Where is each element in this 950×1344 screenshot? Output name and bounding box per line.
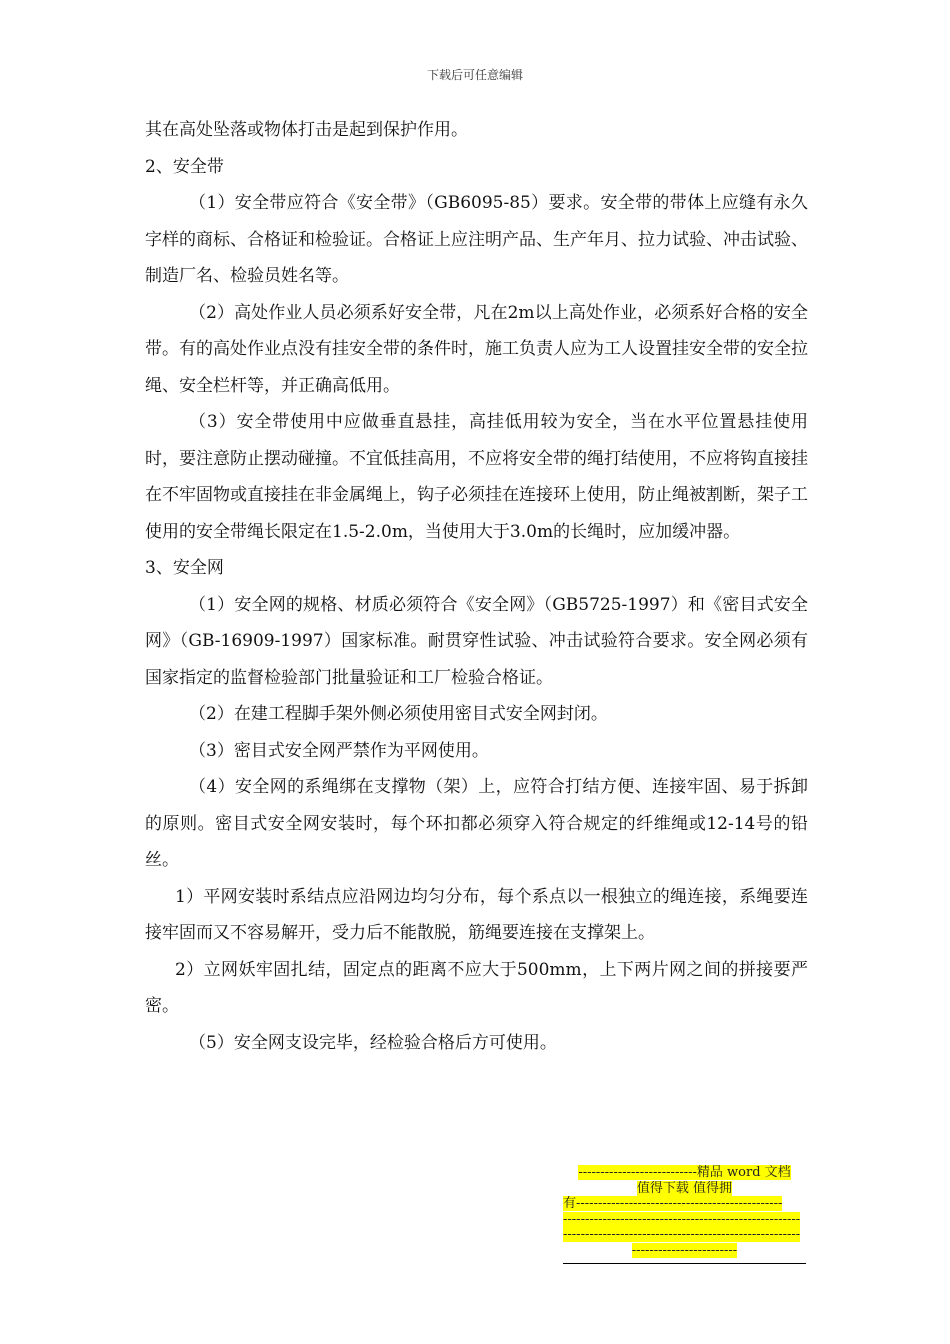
paragraph: （3）安全带使用中应做垂直悬挂，高挂低用较为安全，当在水平位置悬挂使用时，要注意防止摆动碰撞。不宜低挂高用，不应将安全带的绳打结使用，不应将钩直接挂在不牢固物或直接挂在非金属绳上，钩子必须挂在连接环上使用，防止绳被割断，架子工使用的安全带绳长限定在1.5-2.0m，当使用大于3.0m的长绳时，应加缓冲器。 xyxy=(145,412,808,542)
footer-line-text: ------------------------ xyxy=(631,1242,738,1258)
paragraph: （2）高处作业人员必须系好安全带，凡在2m以上高处作业，必须系好合格的安全带。有的高处作业点没有挂安全带的条件时，施工负责人应为工人设置挂安全带的安全拉绳、安全栏杆等，并正确高低用。 xyxy=(145,302,808,396)
paragraph: 2）立网妖牢固扎结，固定点的距离不应大于500mm，上下两片网之间的拼接要严密。 xyxy=(145,959,808,1016)
footer-line xyxy=(563,1243,806,1259)
paragraph: （2）在建工程脚手架外侧必须使用密目式安全网封闭。 xyxy=(189,704,608,724)
footer-line xyxy=(563,1227,806,1243)
section-heading: 2、安全带 xyxy=(145,156,224,177)
paragraph: （3）密目式安全网严禁作为平网使用。 xyxy=(189,740,489,761)
footer-line-text: 值得下载 值得拥 xyxy=(636,1180,733,1196)
footer-line-text: ---------------------------精品 word 文档 xyxy=(578,1165,791,1180)
paragraph: （1）安全带应符合《安全带》（GB6095-85）要求。安全带的带体上应缝有永久字样的商标、合格证和检验证。合格证上应注明产品、生产年月、拉力试验、冲击试验、制造厂名、检验员姓名等。 xyxy=(145,193,808,286)
footer-line xyxy=(563,1212,806,1228)
footer-line-text: ------------------------------------------------------ xyxy=(563,1211,801,1227)
paragraph: （1）安全网的规格、材质必须符合《安全网》（GB5725-1997）和《密目式安全网》（GB-16909-1997）国家标准。耐贯穿性试验、冲击试验符合要求。安全网必须有国家指定的监督检验部门批量验证和工厂检验合格证。 xyxy=(145,594,808,688)
footer-promo xyxy=(563,1165,806,1258)
footer-divider xyxy=(563,1263,806,1264)
footer-line-text: 有----------------------------------------------- xyxy=(563,1196,783,1211)
paragraph: （4）安全网的系绳绑在支撑物（架）上，应符合打结方便、连接牢固、易于拆卸的原则。密目式安全网安装时，每个环扣都必须穿入符合规定的纤维绳或12-14号的铅丝。 xyxy=(145,777,808,870)
page-header: 下载后可任意编辑 xyxy=(426,68,523,82)
paragraph: （5）安全网支设完毕，经检验合格后方可使用。 xyxy=(189,1032,557,1053)
footer-line xyxy=(563,1181,806,1197)
footer-line-text: ------------------------------------------------------ xyxy=(563,1227,801,1242)
document-body xyxy=(145,112,808,1061)
footer-line xyxy=(563,1165,806,1181)
paragraph: 1）平网安装时系结点应沿网边均匀分布，每个系点以一根独立的绳连接，系绳要连接牢固而又不容易解开，受力后不能散脱，筋绳要连接在支撑架上。 xyxy=(145,886,808,943)
paragraph: 其在高处坠落或物体打击是起到保护作用。 xyxy=(145,120,468,140)
section-heading: 3、安全网 xyxy=(145,558,224,578)
footer-line xyxy=(563,1196,806,1212)
